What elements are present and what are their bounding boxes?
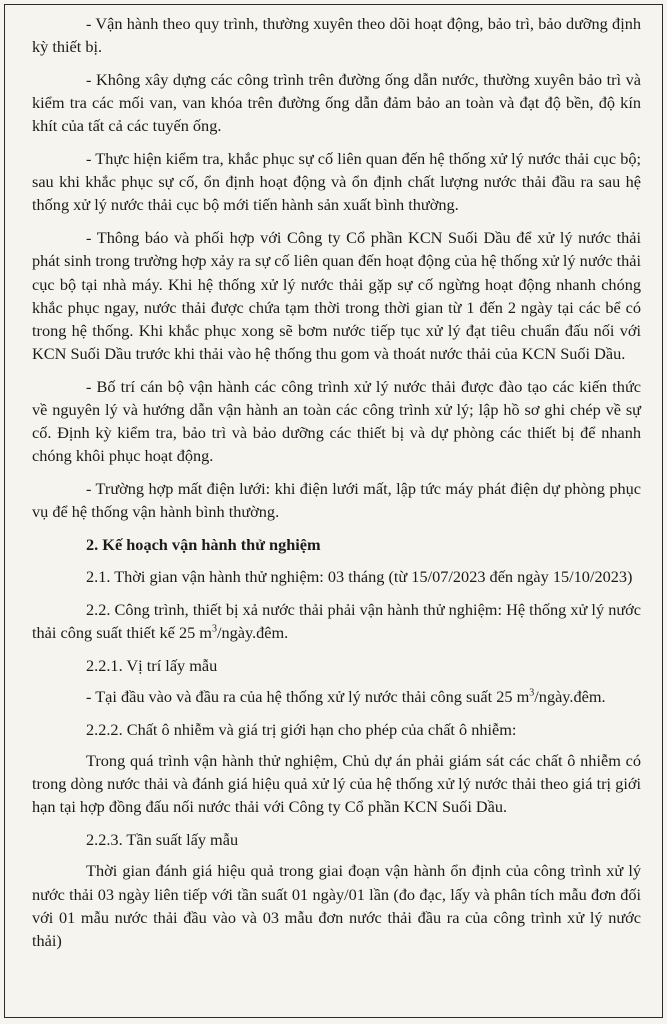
subheading-sampling-frequency: 2.2.3. Tần suất lấy mẫu — [86, 830, 239, 850]
facility-unit-tail: /ngày.đêm. — [216, 623, 289, 643]
paragraph-trial-duration: 2.1. Thời gian vận hành thử nghiệm: 03 tháng (từ 15/07/2023 đến ngày 15/10/2023) — [86, 567, 633, 587]
paragraph-monitoring: Trong quá trình vận hành thử nghiệm, Chủ dự án phải giám sát các chất ô nhiễm có trong dòng nước thải và đánh giá hiệu quả xử lý của hệ thống xử lý nước thải theo giá trị giới hạn tại hợp đồng đấu nối nước thải với Công ty Cổ phần KCN Suối Dầu. — [32, 750, 641, 817]
document-body — [32, 12, 641, 962]
sampling-unit-exponent: 3 — [529, 687, 535, 699]
subheading-sampling-location: 2.2.1. Vị trí lấy mẫu — [86, 655, 218, 675]
paragraph-sampling-location — [32, 685, 641, 708]
sampling-unit-tail: /ngày.đêm. — [534, 687, 606, 707]
sampling-location-text: - Tại đầu vào và đầu ra của hệ thống xử lý nước thải công suất 25 m — [86, 687, 530, 707]
paragraph-staffing: - Bố trí cán bộ vận hành các công trình xử lý nước thải được đào tạo các kiến thức về nguyên lý và hướng dẫn vận hành an toàn các công trình xử lý; lập hồ sơ ghi chép về sự cố. Định kỳ kiểm tra, bảo trì và bảo dưỡng các thiết bị và dự phòng các thiết bị để nhanh chóng khôi phục hoạt động. — [32, 376, 641, 466]
paragraph-pipeline: - Không xây dựng các công trình trên đường ống dẫn nước, thường xuyên bảo trì và kiểm tra các mối van, van khóa trên đường ống dẫn đảm bảo an toàn và đạt độ bền, độ kín khít của tất cả các tuyến ống. — [32, 69, 641, 136]
paragraph-trial-facility — [32, 598, 641, 644]
paragraph-incident-check: - Thực hiện kiểm tra, khắc phục sự cố liên quan đến hệ thống xử lý nước thải cục bộ; sau khi khắc phục sự cố, ổn định hoạt động và ổn định chất lượng nước thải đầu ra sau hệ thống xử lý nước thải cục bộ mới tiến hành sản xuất bình thường. — [32, 149, 641, 215]
section-heading-trial-plan: 2. Kế hoạch vận hành thử nghiệm — [86, 535, 321, 555]
subheading-pollutants: 2.2.2. Chất ô nhiễm và giá trị giới hạn cho phép của chất ô nhiễm: — [86, 719, 517, 739]
paragraph-coordination: - Thông báo và phối hợp với Công ty Cổ phần KCN Suối Dầu để xử lý nước thải phát sinh trong trường hợp xảy ra sự cố liên quan đến hoạt động của hệ thống xử lý nước thải cục bộ tại nhà máy. Khi hệ thống xử lý nước thải gặp sự cố ngừng hoạt động nhanh chóng khắc phục ngay, nước thải được chứa tạm thời trong thời gian từ 1 đến 2 ngày tại các bể có trong hệ thống. Khi khắc phục xong sẽ bơm nước tiếp tục xử lý đạt tiêu chuẩn đấu nối với KCN Suối Dầu trước khi thải vào hệ thống thu gom và thoát nước thải của KCN Suối Dầu. — [32, 228, 641, 364]
facility-unit-exponent: 3 — [211, 623, 217, 635]
paragraph-operation: - Vận hành theo quy trình, thường xuyên theo dõi hoạt động, bảo trì, bảo dưỡng định kỳ thiết bị. — [32, 14, 641, 57]
paragraph-sampling-frequency: Thời gian đánh giá hiệu quả trong giai đoạn vận hành ổn định của công trình xử lý nước thải 03 ngày liên tiếp với tần suất 01 ngày/01 lần (đo đạc, lấy và phân tích mẫu đơn đối với 01 mẫu nước thải đầu vào và 03 mẫu đơn nước thải đầu ra của công trình xử lý nước thải) — [32, 861, 641, 950]
facility-text: 2.2. Công trình, thiết bị xả nước thải phải vận hành thử nghiệm: Hệ thống xử lý nước thải công suất thiết kế 25 m — [32, 599, 641, 643]
paragraph-power-outage: - Trường hợp mất điện lưới: khi điện lưới mất, lập tức máy phát điện dự phòng phục vụ để hệ thống vận hành bình thường. — [32, 479, 641, 522]
